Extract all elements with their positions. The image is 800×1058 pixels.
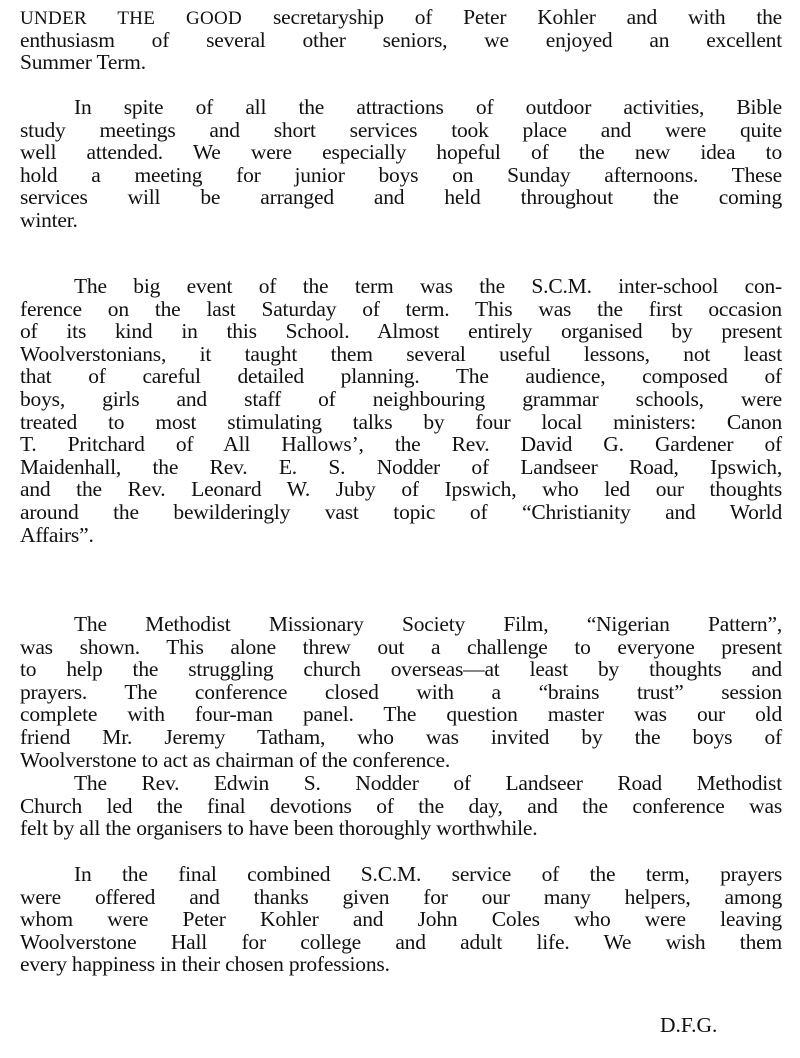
text-line: complete with four-man panel. The question master was our old [20, 702, 782, 727]
text-line: every happiness in their chosen professions. [20, 952, 390, 977]
text-line: winter. [20, 207, 78, 232]
text-line: The Methodist Missionary Society Film, “Nigerian Pattern”, [74, 612, 782, 636]
text-fragment: secretaryship of Peter Kohler and with the [242, 5, 782, 29]
text-line: study meetings and short services took place and were quite [20, 117, 782, 142]
text-line: whom were Peter Kohler and John Coles who were leaving [20, 907, 782, 932]
text-line: T. Pritchard of All Hallows’, the Rev. David G. Gardener of [20, 432, 782, 457]
text-line: The Rev. Edwin S. Nodder of Landseer Road Methodist [74, 771, 782, 795]
paragraph-6 [20, 863, 782, 976]
text-line: and the Rev. Leonard W. Juby of Ipswich, who led our thoughts [20, 477, 782, 502]
paragraph-2 [20, 96, 782, 232]
author-signature: D.F.G. [660, 1013, 718, 1037]
text-line [20, 6, 782, 29]
text-line: well attended. We were especially hopeful of the new idea to [20, 140, 782, 165]
text-line: ference on the last Saturday of term. This was the first occasion [20, 296, 782, 321]
text-line: services will be arranged and held throughout the coming [20, 185, 782, 210]
text-line: of its kind in this School. Almost entirely organised by present [20, 319, 782, 344]
text-line: around the bewilderingly vast topic of “Christianity and World [20, 499, 782, 524]
text-line: were offered and thanks given for our many helpers, among [20, 884, 782, 909]
paragraph-4 [20, 613, 782, 771]
text-line: Woolverstone to act as chairman of the conference. [20, 747, 451, 772]
paragraph-1 [20, 6, 782, 74]
text-line: hold a meeting for junior boys on Sunday afternoons. These [20, 162, 782, 187]
text-line: felt by all the organisers to have been thoroughly worthwhile. [20, 816, 538, 841]
text-line: Maidenhall, the Rev. E. S. Nodder of Landseer Road, Ipswich, [20, 454, 782, 479]
paragraph-3 [20, 275, 782, 546]
text-line: In the final combined S.C.M. service of the term, prayers [74, 862, 782, 886]
text-line: The big event of the term was the S.C.M. inter-school con- [74, 274, 782, 298]
text-line: In spite of all the attractions of outdoor activities, Bible [74, 95, 782, 119]
text-line: boys, girls and staff of neighbouring grammar schools, were [20, 386, 782, 411]
lead-in-small-caps: UNDER THE GOOD [20, 8, 243, 29]
text-line: Affairs”. [20, 522, 94, 547]
text-line: that of careful detailed planning. The audience, composed of [20, 364, 782, 389]
paragraph-5 [20, 772, 782, 840]
text-line: enthusiasm of several other seniors, we enjoyed an excellent [20, 27, 782, 52]
text-line: Woolverstonians, it taught them several useful lessons, not least [20, 341, 782, 366]
text-line: to help the struggling church overseas—at least by thoughts and [20, 657, 782, 682]
text-line: prayers. The conference closed with a “brains trust” session [20, 679, 782, 704]
text-line: was shown. This alone threw out a challenge to everyone present [20, 634, 782, 659]
text-line: friend Mr. Jeremy Tatham, who was invited by the boys of [20, 724, 782, 749]
text-line: Church led the final devotions of the day, and the conference was [20, 793, 782, 818]
text-line: Summer Term. [20, 50, 146, 75]
text-line: treated to most stimulating talks by four local ministers: Canon [20, 409, 782, 434]
text-line: Woolverstone Hall for college and adult life. We wish them [20, 929, 782, 954]
